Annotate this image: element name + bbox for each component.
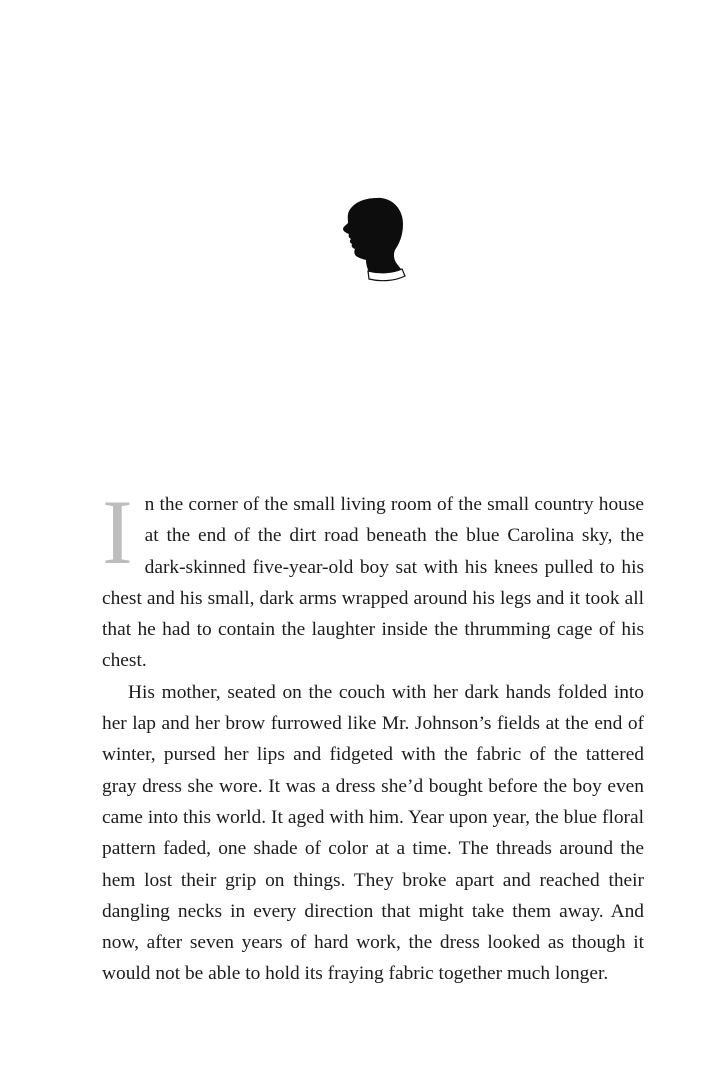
- silhouette-head-shape: [343, 198, 403, 273]
- paragraph-2: [102, 677, 644, 990]
- chapter-ornament: [335, 192, 407, 284]
- paragraph-2-text: His mother, seated on the couch with her dark hands folded into her lap and her brow furrowed like Mr. Johnson’s fields at the end of winter, pursed her lips and fidgeted with the fabric of the tattered gray dress she wore. It was a dress she’d bought before the boy even came into this world. It aged with him. Year upon year, the blue floral pattern faded, one shade of color at a time. The threads around the hem lost their grip on things. They broke apart and reached their dangling necks in every direction that might take them away. And now, after seven years of hard work, the dress looked as though it would not be able to hold its fraying fabric together much longer.: [102, 681, 644, 985]
- drop-cap: I: [102, 481, 133, 583]
- paragraph-1-text: n the corner of the small living room of the small country house at the end of the dirt road beneath the blue Carolina sky, the dark-skinned five-year-old boy sat with his knees pulled to his chest and his small, dark arms wrapped around his legs and it took all that he had to contain the laughter inside the thrumming cage of his chest.: [102, 494, 644, 672]
- child-silhouette-profile-icon: [335, 192, 407, 284]
- paragraph-1: [102, 481, 644, 677]
- chapter-body-text: [102, 481, 644, 990]
